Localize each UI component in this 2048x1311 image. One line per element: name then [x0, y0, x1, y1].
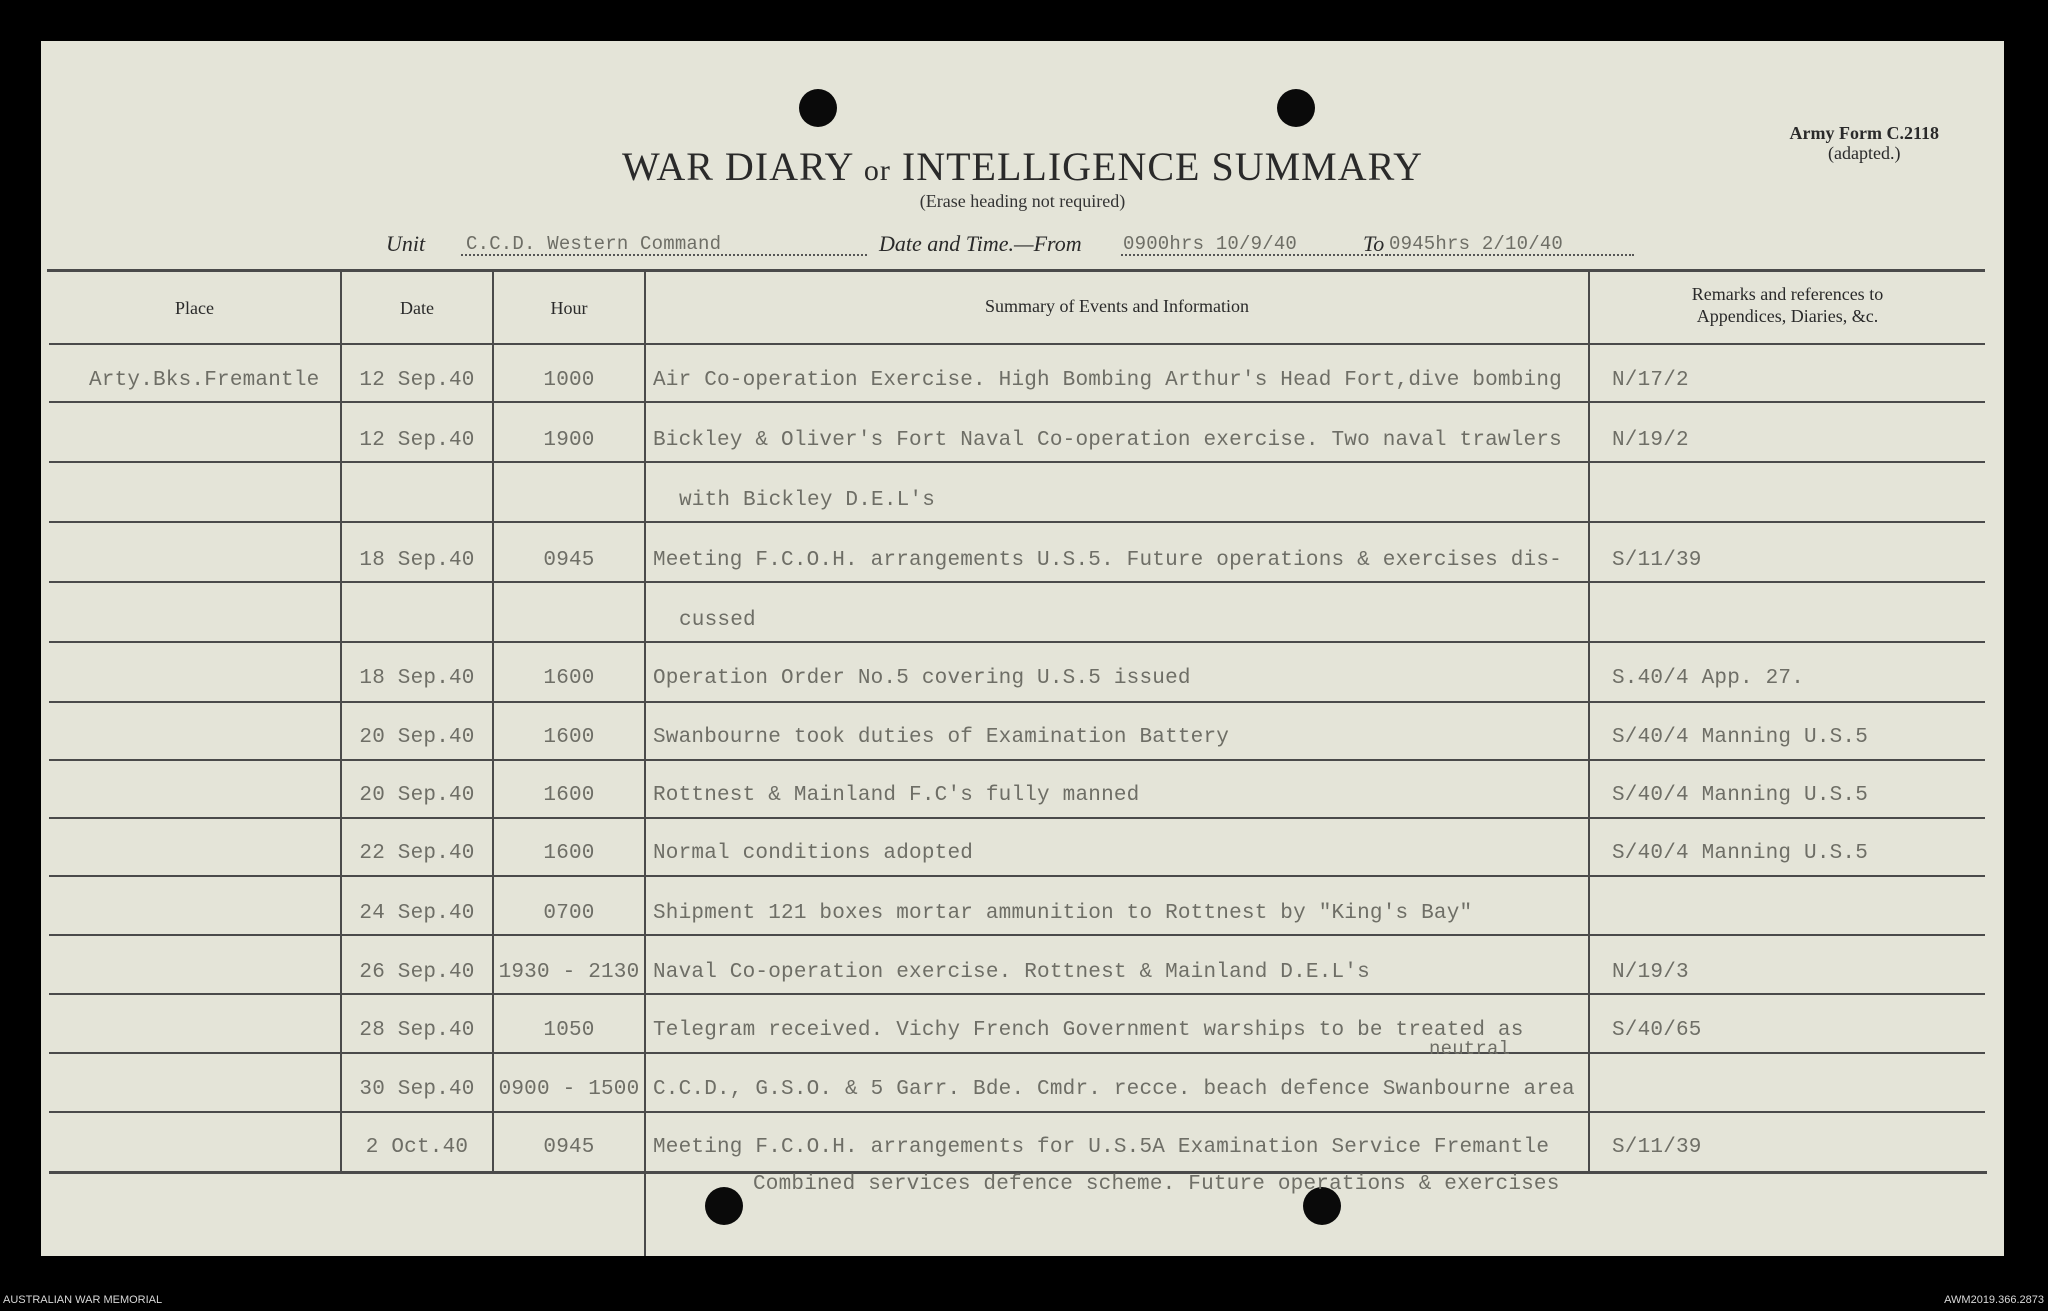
cell-place: Arty.Bks.Fremantle [89, 369, 320, 392]
cell-remarks: N/19/3 [1612, 961, 1689, 984]
cell-date: 12 Sep.40 [359, 369, 475, 392]
row-rule [49, 759, 1985, 761]
cell-hour: 1600 [543, 726, 595, 749]
column-header-summary: Summary of Events and Information [985, 296, 1249, 316]
cell-summary-extra: neutral [1429, 1038, 1511, 1060]
cell-date: 30 Sep.40 [359, 1078, 475, 1101]
cell-summary: with Bickley D.E.L's [679, 489, 936, 512]
row-rule [49, 1111, 1985, 1113]
diary-page [41, 41, 2004, 1256]
cell-summary: Bickley & Oliver's Fort Naval Co-operation exercise. Two naval trawlers [653, 429, 1562, 452]
row-rule [49, 641, 1985, 643]
column-header-hour: Hour [550, 298, 588, 318]
column-header-remarks: Remarks and references to Appendices, Diaries, &c. [1691, 284, 1884, 326]
cell-date: 12 Sep.40 [359, 429, 475, 452]
row-rule [49, 1052, 1985, 1054]
cell-hour: 0700 [543, 902, 595, 925]
unit-dotted-line [461, 254, 867, 256]
row-rule [49, 401, 1985, 403]
cell-date: 28 Sep.40 [359, 1019, 475, 1042]
cell-summary: Meeting F.C.O.H. arrangements for U.S.5A Examination Service Fremantle [653, 1136, 1550, 1159]
cell-remarks: S/11/39 [1612, 1136, 1702, 1159]
cell-remarks: S/40/65 [1612, 1019, 1702, 1042]
cell-summary: cussed [679, 609, 756, 632]
cell-date: 18 Sep.40 [359, 667, 475, 690]
cell-remarks: S.40/4 App. 27. [1612, 667, 1805, 690]
cell-hour: 1600 [543, 842, 595, 865]
form-number: Army Form C.2118 (adapted.) [1789, 123, 1939, 163]
form-title: WAR DIARY or INTELLIGENCE SUMMARY [622, 144, 1423, 189]
cell-hour: 1900 [543, 429, 595, 452]
cell-hour: 0945 [543, 1136, 595, 1159]
cell-summary: Operation Order No.5 covering U.S.5 issued [653, 667, 1191, 690]
row-rule [49, 461, 1985, 463]
cell-summary: Shipment 121 boxes mortar ammunition to Rottnest by "King's Bay" [653, 902, 1473, 925]
cell-remarks: N/19/2 [1612, 429, 1689, 452]
to-value: 0945hrs 2/10/40 [1389, 233, 1564, 255]
row-rule [49, 817, 1985, 819]
cell-remarks: S/11/39 [1612, 549, 1702, 572]
cell-date: 20 Sep.40 [359, 726, 475, 749]
column-header-place: Place [175, 298, 214, 318]
cell-date: 2 Oct.40 [365, 1136, 469, 1159]
unit-value: C.C.D. Western Command [466, 233, 722, 255]
column-divider [1588, 271, 1590, 1172]
row-rule [49, 521, 1985, 523]
cell-hour: 1600 [543, 667, 595, 690]
from-dotted-line [1121, 254, 1391, 256]
column-divider [644, 271, 646, 1256]
cell-remarks: S/40/4 Manning U.S.5 [1612, 842, 1869, 865]
from-value: 0900hrs 10/9/40 [1123, 233, 1298, 255]
cell-hour: 1050 [543, 1019, 595, 1042]
continuation-text: Combined services defence scheme. Future operations & exercises [753, 1173, 1560, 1196]
cell-hour: 0945 [543, 549, 595, 572]
cell-summary: C.C.D., G.S.O. & 5 Garr. Bde. Cmdr. recce. beach defence Swanbourne area [653, 1078, 1575, 1101]
cell-date: 20 Sep.40 [359, 784, 475, 807]
cell-hour: 1930 - 2130 [498, 961, 640, 984]
erase-note: (Erase heading not required) [919, 191, 1126, 211]
cell-remarks: S/40/4 Manning U.S.5 [1612, 726, 1869, 749]
cell-summary: Meeting F.C.O.H. arrangements U.S.5. Future operations & exercises dis- [653, 549, 1562, 572]
cell-date: 24 Sep.40 [359, 902, 475, 925]
to-label: To [1363, 231, 1385, 256]
cell-remarks: N/17/2 [1612, 369, 1689, 392]
cell-date: 18 Sep.40 [359, 549, 475, 572]
punch-hole [705, 1187, 743, 1225]
footer-left: AUSTRALIAN WAR MEMORIAL [3, 1294, 163, 1306]
cell-summary: Telegram received. Vichy French Government warships to be treated as [653, 1019, 1524, 1042]
punch-hole [799, 89, 837, 127]
column-header-date: Date [400, 298, 434, 318]
cell-hour: 1000 [543, 369, 595, 392]
cell-summary: Air Co-operation Exercise. High Bombing Arthur's Head Fort,dive bombing [653, 369, 1562, 392]
date-label: Date and Time.—From [879, 231, 1082, 256]
row-rule [49, 934, 1985, 936]
cell-summary: Rottnest & Mainland F.C's fully manned [653, 784, 1140, 807]
to-dotted-line [1386, 254, 1634, 256]
row-rule [49, 875, 1985, 877]
row-rule [49, 993, 1985, 995]
cell-remarks: S/40/4 Manning U.S.5 [1612, 784, 1869, 807]
row-rule [49, 581, 1985, 583]
footer-right: AWM2019.366.2873 [1944, 1294, 2044, 1306]
cell-hour: 0900 - 1500 [498, 1078, 640, 1101]
cell-hour: 1600 [543, 784, 595, 807]
cell-summary: Naval Co-operation exercise. Rottnest & Mainland D.E.L's [653, 961, 1370, 984]
cell-date: 26 Sep.40 [359, 961, 475, 984]
row-rule [49, 701, 1985, 703]
table-top-rule [47, 269, 1985, 272]
cell-summary: Normal conditions adopted [653, 842, 974, 865]
cell-summary: Swanbourne took duties of Examination Battery [653, 726, 1230, 749]
cell-date: 22 Sep.40 [359, 842, 475, 865]
punch-hole [1277, 89, 1315, 127]
unit-label: Unit [386, 231, 426, 256]
